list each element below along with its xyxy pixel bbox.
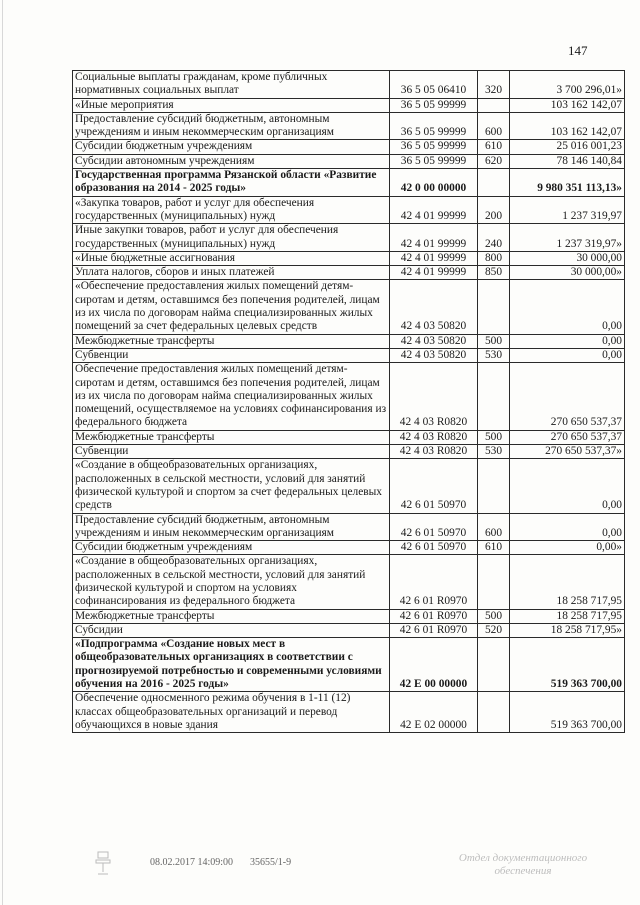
budget-table-body	[73, 71, 625, 733]
document-stamp-icon	[95, 850, 111, 876]
row-amount: 3 700 296,01»	[510, 71, 625, 99]
row-amount: 30 000,00»	[510, 266, 625, 280]
row-amount: 1 237 319,97	[510, 196, 625, 224]
row-expense-type	[478, 555, 510, 609]
row-code: 42 4 03 50820	[390, 348, 478, 362]
row-code: 42 4 01 99999	[390, 196, 478, 224]
row-expense-type: 500	[478, 609, 510, 623]
table-row	[73, 266, 625, 280]
row-amount: 78 146 140,84	[510, 154, 625, 168]
row-code: 36 5 05 99999	[390, 98, 478, 112]
table-row	[73, 140, 625, 154]
table-row	[73, 224, 625, 252]
row-code: 42 6 01 R0970	[390, 609, 478, 623]
row-description: Иные закупки товаров, работ и услуг для обеспечения государственных (муниципальных) нужд	[73, 224, 390, 252]
row-expense-type	[478, 459, 510, 513]
row-description: «Создание в общеобразовательных организациях, расположенных в сельской местности, условий для занятий физической культурой и спортом за счет федеральных целевых средств	[73, 459, 390, 513]
row-code: 42 4 01 99999	[390, 224, 478, 252]
row-description: Социальные выплаты гражданам, кроме публичных нормативных социальных выплат	[73, 71, 390, 99]
table-row	[73, 98, 625, 112]
row-amount: 519 363 700,00	[510, 692, 625, 733]
table-row	[73, 71, 625, 99]
row-amount: 270 650 537,37»	[510, 445, 625, 459]
table-row	[73, 638, 625, 692]
row-expense-type: 520	[478, 623, 510, 637]
table-row	[73, 692, 625, 733]
page-number: 147	[568, 43, 588, 58]
row-code: 42 0 00 00000	[390, 169, 478, 197]
row-expense-type	[478, 363, 510, 430]
table-row	[73, 623, 625, 637]
row-description: Субвенции	[73, 348, 390, 362]
row-expense-type: 600	[478, 513, 510, 541]
table-row	[73, 459, 625, 513]
row-code: 42 4 01 99999	[390, 251, 478, 265]
footer-doc-number: 35655/1-9	[250, 857, 292, 868]
row-description: «Создание в общеобразовательных организациях, расположенных в сельской местности, условий для занятий физической культурой и спортом на условиях софинансирования из федерального бюджета	[73, 555, 390, 609]
row-description: Межбюджетные трансферты	[73, 334, 390, 348]
row-code: 42 6 01 R0970	[390, 555, 478, 609]
row-expense-type: 800	[478, 251, 510, 265]
row-description: Межбюджетные трансферты	[73, 609, 390, 623]
table-row	[73, 112, 625, 140]
row-code: 36 5 05 99999	[390, 154, 478, 168]
row-description: Субсидии бюджетным учреждениям	[73, 140, 390, 154]
table-row	[73, 445, 625, 459]
footer-date: 08.02.2017 14:09:00	[150, 857, 234, 868]
row-code: 42 4 03 R0820	[390, 363, 478, 430]
row-expense-type	[478, 169, 510, 197]
row-expense-type: 240	[478, 224, 510, 252]
row-amount: 0,00	[510, 459, 625, 513]
row-description: Субсидии бюджетным учреждениям	[73, 541, 390, 555]
row-code: 42 4 03 50820	[390, 334, 478, 348]
row-amount: 30 000,00	[510, 251, 625, 265]
row-description: Субсидии	[73, 623, 390, 637]
row-code: 36 5 05 06410	[390, 71, 478, 99]
row-expense-type: 500	[478, 334, 510, 348]
row-description: Обеспечение предоставления жилых помещений детям-сиротам и детям, оставшимся без попечения родителей, лицам из их числа по договорам найма специализированных жилых помещений, осуществляемое на условиях софинансирования из федерального бюджета	[73, 363, 390, 430]
row-description: Государственная программа Рязанской области «Развитие образования на 2014 - 2025 годы»	[73, 169, 390, 197]
table-row	[73, 609, 625, 623]
row-code: 42 Е 00 00000	[390, 638, 478, 692]
table-row	[73, 154, 625, 168]
row-amount: 18 258 717,95»	[510, 623, 625, 637]
row-description: «Иные бюджетные ассигнования	[73, 251, 390, 265]
row-amount: 0,00	[510, 334, 625, 348]
row-amount: 0,00	[510, 348, 625, 362]
row-description: Уплата налогов, сборов и иных платежей	[73, 266, 390, 280]
row-code: 42 6 01 50970	[390, 459, 478, 513]
row-description: «Подпрограмма «Создание новых мест в общеобразовательных организациях в соответствии с прогнозируемой потребностью и современными условиями обучения на 2016 - 2025 годы»	[73, 638, 390, 692]
row-code: 36 5 05 99999	[390, 140, 478, 154]
row-amount: 9 980 351 113,13»	[510, 169, 625, 197]
row-expense-type	[478, 638, 510, 692]
row-amount: 103 162 142,07	[510, 112, 625, 140]
row-description: Предоставление субсидий бюджетным, автономным учреждениям и иным некоммерческим организациям	[73, 112, 390, 140]
row-amount: 270 650 537,37	[510, 430, 625, 444]
row-description: «Обеспечение предоставления жилых помещений детям-сиротам и детям, оставшимся без попечения родителей, лицам из их числа по договорам найма специализированных жилых помещений за счет федеральных целевых средств	[73, 280, 390, 334]
row-expense-type	[478, 98, 510, 112]
table-row	[73, 541, 625, 555]
row-amount: 18 258 717,95	[510, 555, 625, 609]
table-row	[73, 280, 625, 334]
row-expense-type: 610	[478, 140, 510, 154]
row-expense-type: 610	[478, 541, 510, 555]
row-amount: 25 016 001,23	[510, 140, 625, 154]
row-amount: 1 237 319,97»	[510, 224, 625, 252]
row-amount: 103 162 142,07	[510, 98, 625, 112]
row-code: 42 6 01 50970	[390, 541, 478, 555]
table-row	[73, 251, 625, 265]
table-row	[73, 430, 625, 444]
row-description: Обеспечение односменного режима обучения в 1-11 (12) классах общеобразовательных организаций и перевод обучающихся в новые здания	[73, 692, 390, 733]
table-row	[73, 169, 625, 197]
row-description: Предоставление субсидий бюджетным, автономным учреждениям и иным некоммерческим организациям	[73, 513, 390, 541]
row-amount: 0,00»	[510, 541, 625, 555]
row-code: 42 4 01 99999	[390, 266, 478, 280]
row-description: «Закупка товаров, работ и услуг для обеспечения государственных (муниципальных) нужд	[73, 196, 390, 224]
table-row	[73, 334, 625, 348]
row-expense-type: 500	[478, 430, 510, 444]
table-row	[73, 348, 625, 362]
table-row	[73, 363, 625, 430]
row-amount: 270 650 537,37	[510, 363, 625, 430]
row-code: 42 4 03 R0820	[390, 430, 478, 444]
row-expense-type	[478, 692, 510, 733]
row-code: 42 4 03 R0820	[390, 445, 478, 459]
row-expense-type: 320	[478, 71, 510, 99]
scan-edge-line	[2, 0, 3, 905]
row-description: Субсидии автономным учреждениям	[73, 154, 390, 168]
stamp-text: Отдел документационного обеспечения	[458, 852, 588, 877]
row-description: Субвенции	[73, 445, 390, 459]
row-amount: 0,00	[510, 513, 625, 541]
row-expense-type: 600	[478, 112, 510, 140]
row-description: «Иные мероприятия	[73, 98, 390, 112]
row-description: Межбюджетные трансферты	[73, 430, 390, 444]
row-code: 42 6 01 50970	[390, 513, 478, 541]
row-code: 42 6 01 R0970	[390, 623, 478, 637]
row-expense-type: 850	[478, 266, 510, 280]
row-expense-type: 530	[478, 445, 510, 459]
row-code: 42 Е 02 00000	[390, 692, 478, 733]
row-amount: 18 258 717,95	[510, 609, 625, 623]
row-expense-type: 530	[478, 348, 510, 362]
row-expense-type	[478, 280, 510, 334]
row-code: 36 5 05 99999	[390, 112, 478, 140]
table-row	[73, 513, 625, 541]
row-amount: 519 363 700,00	[510, 638, 625, 692]
row-code: 42 4 03 50820	[390, 280, 478, 334]
row-expense-type: 200	[478, 196, 510, 224]
budget-table	[72, 70, 625, 733]
table-row	[73, 555, 625, 609]
row-amount: 0,00	[510, 280, 625, 334]
row-expense-type: 620	[478, 154, 510, 168]
table-row	[73, 196, 625, 224]
